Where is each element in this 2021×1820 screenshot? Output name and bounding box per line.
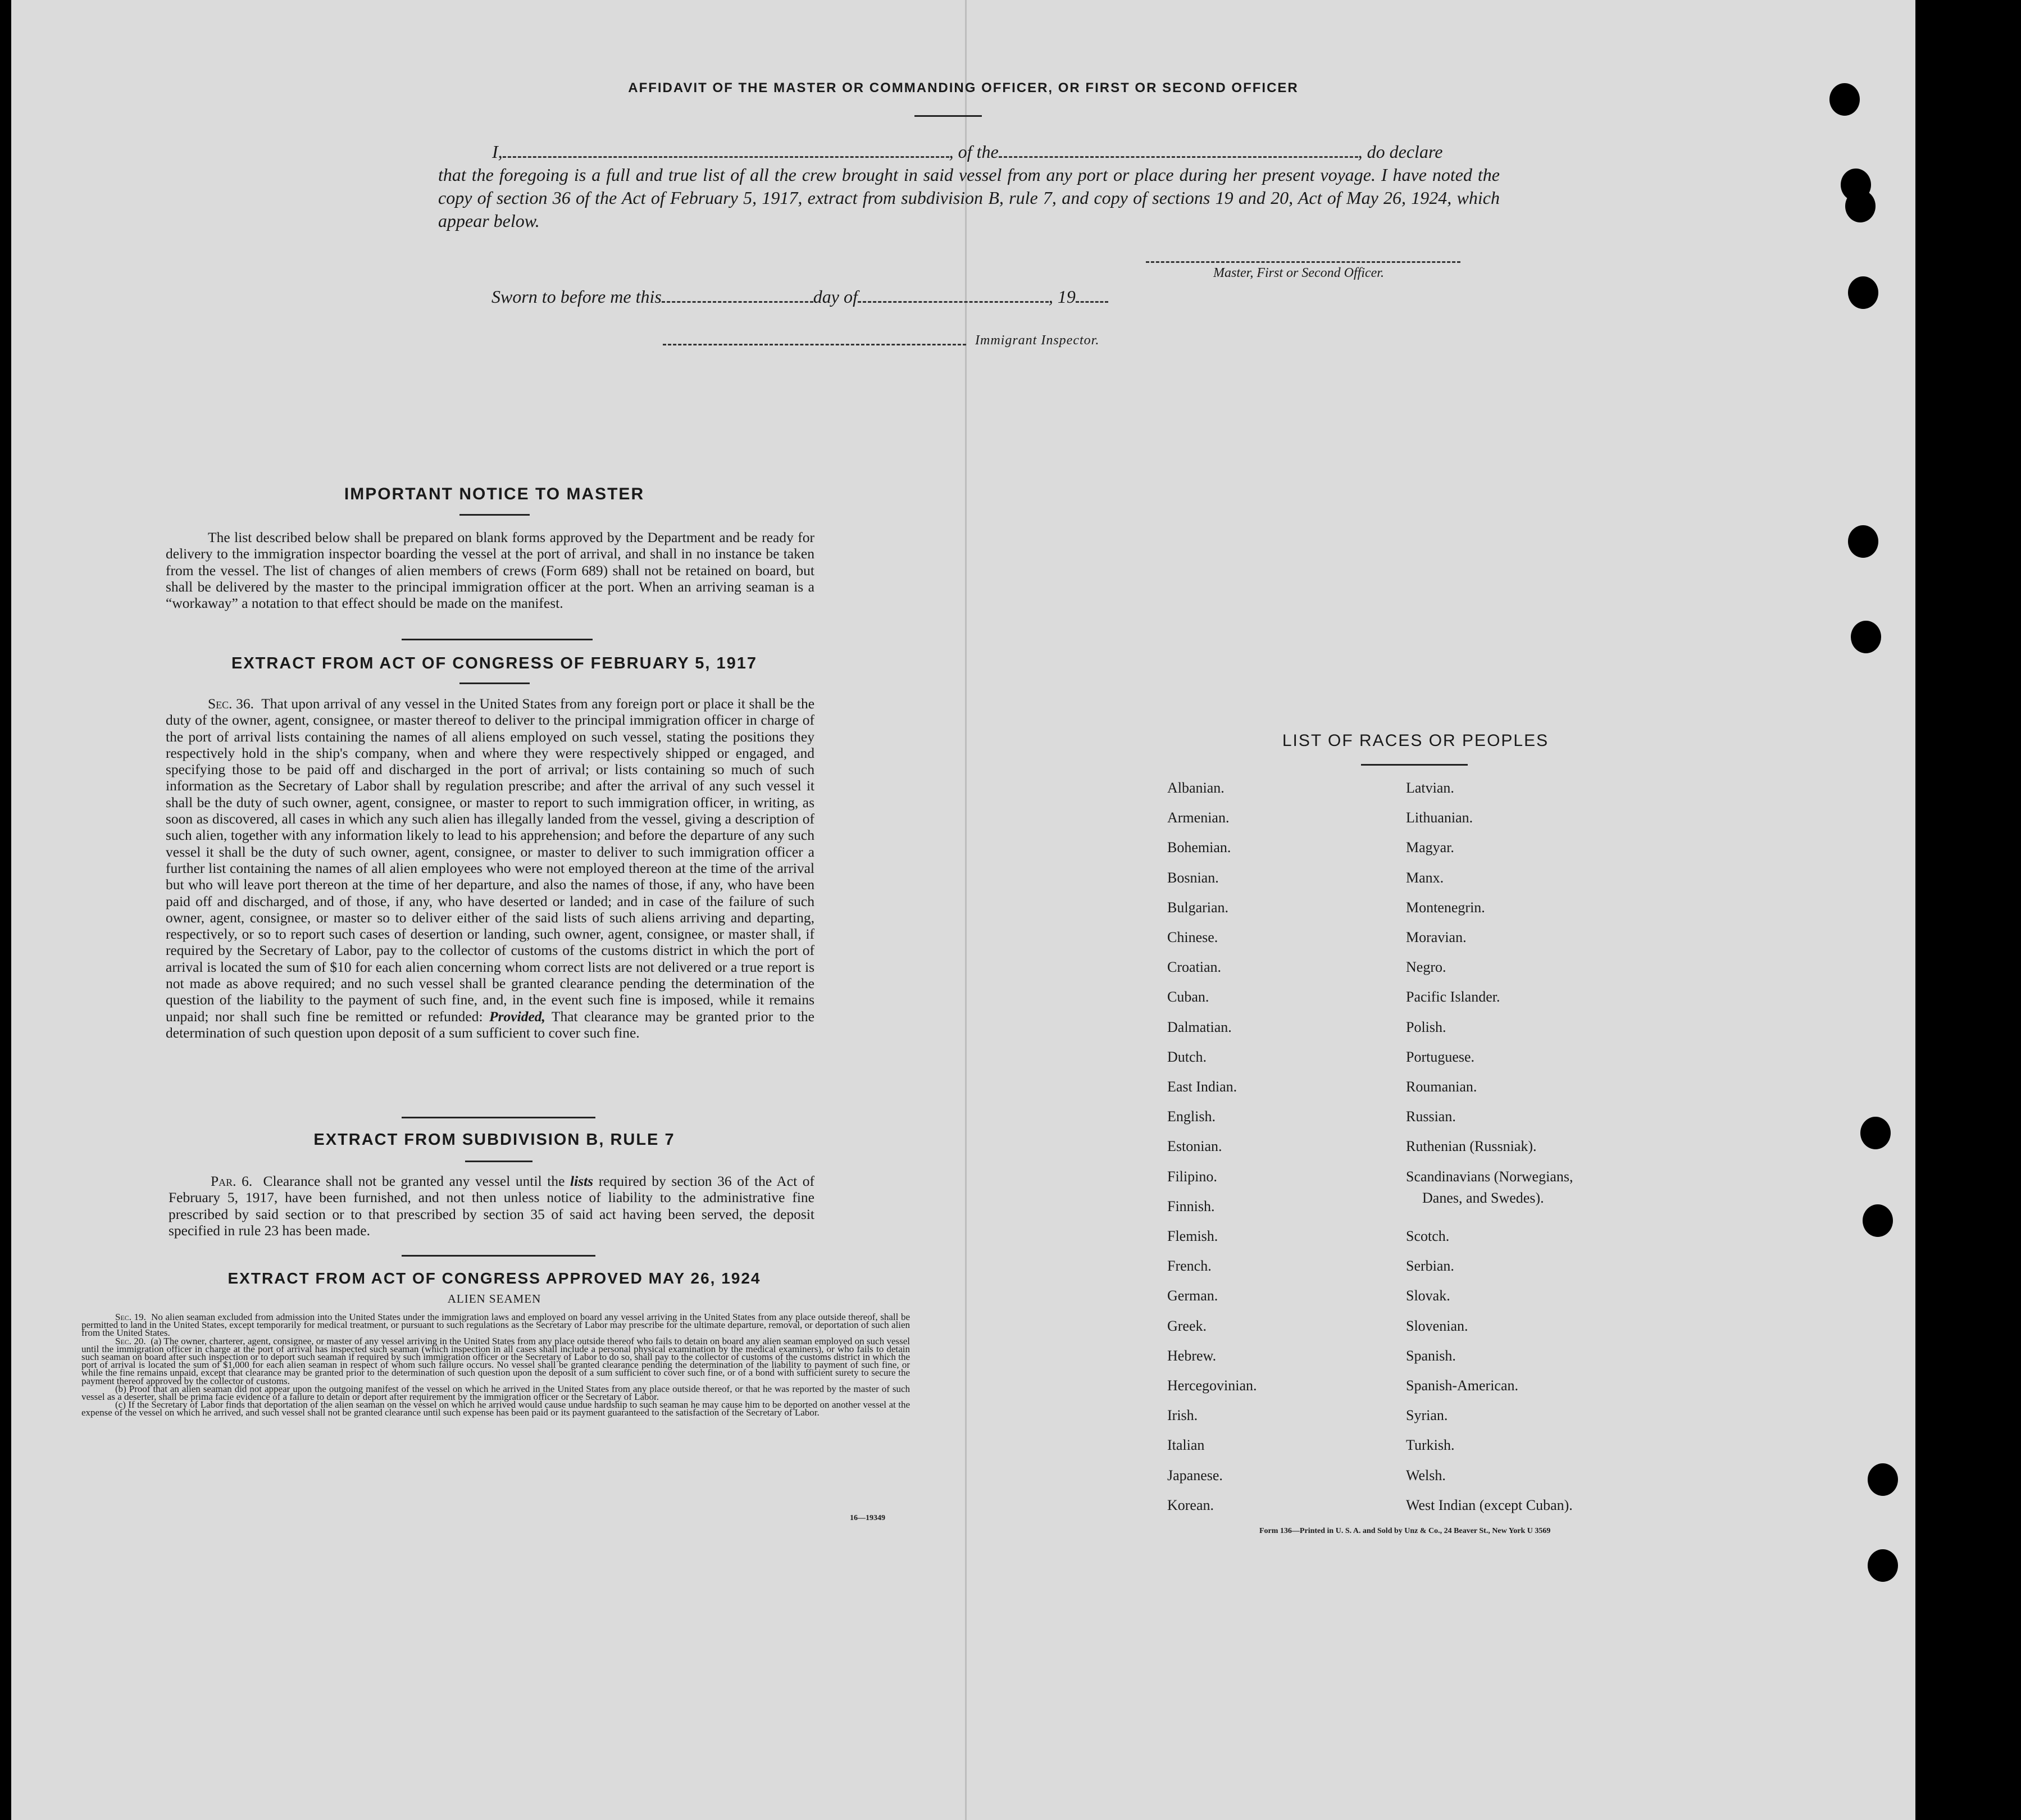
- race-item: Dutch.: [1167, 1048, 1207, 1065]
- provided-word: Provided,: [489, 1008, 545, 1025]
- race-item: Spanish.: [1406, 1347, 1456, 1364]
- race-item: Pacific Islander.: [1406, 989, 1500, 1005]
- race-item: Finnish.: [1167, 1198, 1215, 1214]
- form-note: Form 136—Printed in U. S. A. and Sold by Unz & Co., 24 Beaver St., New York U 3569: [1259, 1527, 1551, 1535]
- signature-label: Master, First or Second Officer.: [1213, 266, 1384, 280]
- binder-hole: [1868, 1549, 1898, 1582]
- race-item: Ruthenian (Russniak).: [1406, 1138, 1537, 1155]
- race-item: Croatian.: [1167, 959, 1222, 976]
- binder-hole: [1829, 83, 1860, 116]
- sworn-day-field[interactable]: [662, 286, 813, 303]
- race-item: Chinese.: [1167, 929, 1218, 945]
- act-1917-rule: [459, 683, 530, 684]
- race-item: Negro.: [1406, 959, 1446, 976]
- notice-rule: [459, 514, 530, 516]
- section-divider: [402, 639, 593, 640]
- race-item: Dalmatian.: [1167, 1018, 1232, 1035]
- race-item: Spanish-American.: [1406, 1377, 1519, 1394]
- race-item: Hercegovinian.: [1167, 1377, 1257, 1394]
- section-36-provision: That clearance may be granted prior to the determination of such question upon deposit of a sum sufficient to cover such fine.: [166, 1008, 814, 1041]
- do-declare-label: , do declare: [1358, 142, 1443, 162]
- paragraph-6-body: Clearance shall not be granted any vessel until the: [263, 1173, 565, 1189]
- section-20-label: Sec. 20.: [115, 1335, 146, 1346]
- rule-7-title: EXTRACT FROM SUBDIVISION B, RULE 7: [313, 1131, 675, 1149]
- affidavit-title: AFFIDAVIT OF THE MASTER OR COMMANDING OFFICER, OR FIRST OR SECOND OFFICER: [628, 80, 1299, 95]
- binder-hole: [1848, 276, 1878, 309]
- race-item: Estonian.: [1167, 1138, 1222, 1155]
- section-divider: [402, 1255, 595, 1257]
- document-page: [11, 0, 1915, 1820]
- race-item: Scotch.: [1406, 1228, 1450, 1244]
- race-item: Manx.: [1406, 869, 1444, 886]
- race-item: Slovenian.: [1406, 1317, 1468, 1334]
- paragraph-6-label: Par. 6.: [211, 1173, 253, 1189]
- affidavit-text: [438, 140, 1500, 233]
- race-item: Filipino.: [1167, 1168, 1217, 1185]
- race-item: Scandinavians (Norwegians,: [1406, 1168, 1573, 1185]
- paragraph-6-rest: required by section 36 of the Act of February 5, 1917, have been furnished, and not then unless notice of liability to the administrative fine prescribed by said section or to that prescribed by section 35 of said act having been served, the deposit specified in rule 23 has been made.: [169, 1173, 815, 1239]
- section-20b-text: (b) Proof that an alien seaman did not appear upon the outgoing manifest of the vessel on which he arrived in the United States from any place outside thereof, or that he was reported by the master of such vessel as a deserter, shall be prima facie evidence of a failure to detain or deport after requirement by the immigration officer or the Secretary of Labor.: [81, 1383, 910, 1403]
- paragraph-6-text: [169, 1173, 814, 1239]
- race-item: Lithuanian.: [1406, 809, 1473, 826]
- vessel-field[interactable]: [999, 142, 1358, 158]
- title-rule: [914, 115, 982, 117]
- race-item: Cuban.: [1167, 989, 1209, 1005]
- day-of-label: day of: [813, 286, 858, 307]
- section-divider: [402, 1117, 595, 1118]
- affidavit-statement: that the foregoing is a full and true list of all the crew brought in said vessel from any port or place during her present voyage. I have noted the copy of section 36 of the Act of February 5, 1917, extract from subdivision B, rule 7, and copy of sections 19 and 20, Act of May 26, 1924, which appear below.: [438, 165, 1500, 231]
- print-code: 16—19349: [850, 1514, 885, 1522]
- race-item: English.: [1167, 1108, 1216, 1125]
- section-19-text: [81, 1313, 910, 1337]
- race-item: Portuguese.: [1406, 1048, 1475, 1065]
- of-the-label: , of the: [949, 142, 999, 162]
- race-item: Magyar.: [1406, 839, 1454, 856]
- race-item: Latvian.: [1406, 780, 1454, 796]
- race-item: East Indian.: [1167, 1079, 1237, 1095]
- race-item: Montenegrin.: [1406, 899, 1485, 916]
- race-item: Greek.: [1167, 1317, 1207, 1334]
- sworn-year-field[interactable]: [1076, 286, 1108, 303]
- binder-hole: [1863, 1204, 1893, 1237]
- sworn-line: [491, 286, 1108, 307]
- race-item: Welsh.: [1406, 1467, 1446, 1484]
- section-20a-text: [81, 1337, 910, 1385]
- race-item: Irish.: [1167, 1407, 1198, 1424]
- race-item: Armenian.: [1167, 809, 1230, 826]
- race-item: Polish.: [1406, 1018, 1446, 1035]
- race-item: French.: [1167, 1258, 1212, 1275]
- binder-hole: [1868, 1463, 1898, 1496]
- act-1924-sections: [81, 1313, 910, 1417]
- race-item: Bosnian.: [1167, 869, 1219, 886]
- binder-hole: [1848, 525, 1878, 558]
- rule-7-rule: [465, 1161, 532, 1162]
- lists-word: lists: [570, 1173, 594, 1189]
- race-item: Danes, and Swedes).: [1422, 1189, 1544, 1206]
- sworn-month-field[interactable]: [858, 286, 1049, 303]
- act-1924-title: EXTRACT FROM ACT OF CONGRESS APPROVED MAY 26, 1924: [227, 1270, 761, 1287]
- race-item: Korean.: [1167, 1496, 1214, 1513]
- races-title: LIST OF RACES OR PEOPLES: [1282, 731, 1549, 750]
- fold-crease: [965, 0, 967, 1820]
- race-item: Turkish.: [1406, 1437, 1455, 1454]
- race-item: Syrian.: [1406, 1407, 1448, 1424]
- race-item: Bulgarian.: [1167, 899, 1229, 916]
- section-36-body: That upon arrival of any vessel in the United States from any foreign port or place it shall be the duty of the owner, agent, consignee, or master thereof to deliver to the principal immigration officer in charge of the port of arrival lists containing the names of all aliens employed on such vessel, stating the positions they respectively hold in the ship's company, when and where they were respectively shipped or engaged, and specifying those to be paid off and discharged in the port of arrival; or lists containing so much of such information as the Secretary of Labor shall by regulation prescribe; and after the arrival of any such vessel it shall be the duty of such owner, agent, consignee, or master to report to such immigration officer, in writing, as soon as discovered, all cases in which any such alien has illegally landed from the vessel, giving a description of such alien, together with any information likely to lead to his apprehension; and before the departure of any such vessel it shall be the duty of such owner, agent, consignee, or master to deliver to such immigration officer a further list containing the names of all alien employees who were not employed thereon at the time of the arrival but who will leave port thereon at the time of her departure, and also the names of those, if any, who have been paid off and discharged, and of those, if any, who have deserted or landed; and in case of the failure of such owner, agent, consignee, or master so to deliver either of the said lists of such aliens arriving and departing, respectively, or so to report such cases of desertion or landing, such owner, agent, consignee, or master shall, if required by the Secretary of Labor, pay to the collector of customs of the customs district in which the port of arrival is located the sum of $10 for each alien concerning whom correct lists are not delivered or a true report is not made as above required; and no such vessel shall be granted clearance pending the determination of the question of the liability to the payment of such fine, and, in the event such fine is imposed, while it remains unpaid; nor shall such fine be remitted or refunded:: [166, 695, 815, 1025]
- year-label: , 19: [1048, 286, 1076, 307]
- race-item: Russian.: [1406, 1108, 1456, 1125]
- notice-text: The list described below shall be prepared on blank forms approved by the Department and be ready for delivery to the immigration inspector boarding the vessel at the port of arrival, and shall in no instance be taken from the vessel. The list of changes of alien members of crews (Form 689) shall not be retained on board, but shall be delivered by the master to the principal immigration officer at the port. When an arriving seaman is a “workaway” a notation to that effect should be made on the manifest.: [166, 529, 814, 612]
- declarant-label: I,: [492, 142, 503, 162]
- binder-hole: [1845, 190, 1876, 222]
- race-item: Roumanian.: [1406, 1079, 1477, 1095]
- race-item: Serbian.: [1406, 1258, 1454, 1275]
- act-1917-title: EXTRACT FROM ACT OF CONGRESS OF FEBRUARY 5, 1917: [231, 654, 758, 672]
- section-20a-body: (a) The owner, charterer, agent, consignee, or master of any vessel arriving in the United States from any place outside thereof who fails to detain on board any alien seaman employed on such vessel until the immigration officer in charge at the port of arrival has inspected such seaman (which inspection in all cases shall include a personal physical examination by the medical examiners), or who fails to detain such seaman on board after such inspection or to deport such seaman if required by such immigration officer or the Secretary of Labor to do so, shall pay to the collector of customs of the customs district in which the port of arrival is located the sum of $1,000 for each alien seaman in respect of whom such failure occurs. No vessel shall be granted clearance pending the determination of the liability to payment of such fine, or while the fine remains unpaid, except that clearance may be granted prior to the determination of such question upon the deposit of a sum sufficient to cover such fine, or of a bond with sufficient surety to secure the payment thereof approved by the collector of customs.: [81, 1335, 910, 1386]
- section-20c-text: (c) If the Secretary of Labor finds that deportation of the alien seaman on the vessel on which he arrived would cause undue hardship to such seaman he may cause him to be deported on another vessel at the expense of the vessel on which he arrived, and such vessel shall not be granted clearance until such expense has been paid or its payment guaranteed to the satisfaction of the Secretary of Labor.: [81, 1399, 910, 1418]
- sworn-label: Sworn to before me this: [491, 286, 662, 307]
- inspector-signature-line[interactable]: [663, 344, 966, 345]
- race-item: Hebrew.: [1167, 1347, 1217, 1364]
- section-36-text: [166, 695, 814, 1041]
- signature-line[interactable]: [1146, 261, 1460, 263]
- race-item: Slovak.: [1406, 1287, 1450, 1304]
- notice-title: IMPORTANT NOTICE TO MASTER: [344, 485, 645, 503]
- race-item: Albanian.: [1167, 780, 1225, 796]
- section-19-body: No alien seaman excluded from admission into the United States under the immigration laws and employed on board any vessel arriving in the United States from any place outside thereof, shall be permitted to land in the United States, except temporarily for medical treatment, or pursuant to such regulations as the Secretary of Labor may prescribe for the ultimate departure, removal, or deportation of such alien from the United States.: [81, 1312, 911, 1339]
- race-item: German.: [1167, 1287, 1218, 1304]
- name-field[interactable]: [503, 142, 949, 158]
- inspector-label: Immigrant Inspector.: [975, 333, 1100, 348]
- section-19-label: Sec. 19.: [115, 1312, 146, 1322]
- race-item: Bohemian.: [1167, 839, 1231, 856]
- section-36-label: Sec. 36.: [208, 695, 254, 712]
- binder-hole: [1851, 621, 1881, 653]
- race-item: Moravian.: [1406, 929, 1467, 945]
- races-rule: [1361, 764, 1468, 766]
- alien-seamen-subtitle: ALIEN SEAMEN: [447, 1292, 541, 1305]
- binder-hole: [1860, 1117, 1891, 1149]
- race-item: West Indian (except Cuban).: [1406, 1496, 1573, 1513]
- race-item: Flemish.: [1167, 1228, 1218, 1244]
- race-item: Japanese.: [1167, 1467, 1223, 1484]
- race-item: Italian: [1167, 1437, 1205, 1454]
